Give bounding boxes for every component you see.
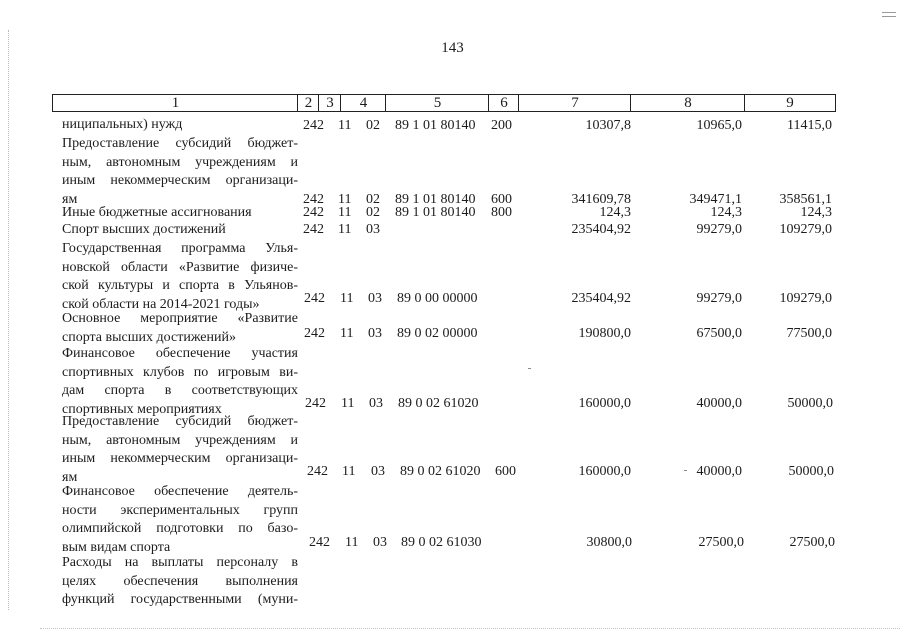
cell-amount-2: 124,3: [710, 205, 742, 220]
cell-rz: 242: [303, 192, 324, 207]
row-description: [62, 345, 298, 419]
table-row: [0, 116, 905, 135]
description-line: Основное мероприятие «Развитие: [62, 311, 298, 326]
description-line: ным, автономным учреждениям и: [62, 154, 298, 170]
description-line: Финансовое обеспечение деятель-: [62, 484, 298, 499]
description-line: функций государственными (муни-: [62, 592, 298, 607]
cell-target-code: 89 1 01 80140: [395, 118, 476, 133]
row-description: [62, 554, 298, 610]
scan-edge-bottom: [40, 628, 900, 629]
cell-amount-1: 124,3: [599, 205, 631, 220]
header-cell-6: 6: [488, 94, 519, 112]
cell-amount-2: 10965,0: [696, 118, 742, 133]
row-description: [62, 240, 298, 314]
table-row: [0, 554, 905, 610]
cell-rz: 242: [304, 291, 325, 306]
cell-expense-type: 200: [491, 118, 512, 133]
cell-section: 03: [368, 326, 382, 341]
scan-corner-mark: [882, 12, 896, 17]
cell-target-code: 89 0 02 61020: [400, 464, 481, 479]
cell-rz: 242: [307, 464, 328, 479]
description-line: спорта высших достижений»: [62, 329, 237, 345]
description-line: спортивных мероприятиях: [62, 401, 222, 417]
description-line: иным некоммерческим организаци-: [62, 173, 298, 188]
description-line: Предоставление субсидий бюджет-: [62, 414, 298, 429]
row-description: [62, 483, 298, 557]
cell-target-code: 89 1 01 80140: [395, 192, 476, 207]
description-line: Финансовое обеспечение участия: [62, 346, 298, 361]
cell-amount-3: 50000,0: [788, 464, 834, 479]
header-cell-8: 8: [630, 94, 745, 112]
page-number: 143: [441, 40, 464, 56]
cell-amount-2: 40000,0: [696, 396, 742, 411]
cell-amount-1: 190800,0: [578, 326, 631, 341]
description-line: ской области на 2014-2021 годы»: [62, 296, 260, 312]
description-line: ным, автономным учреждениям и: [62, 432, 298, 448]
row-description: [62, 310, 298, 347]
cell-target-code: 89 0 02 61020: [398, 396, 479, 411]
cell-amount-3: 50000,0: [787, 396, 833, 411]
cell-amount-2: 99279,0: [696, 291, 742, 306]
row-description: [62, 413, 298, 487]
cell-expense-type: 600: [495, 464, 516, 479]
cell-rz: 242: [304, 326, 325, 341]
header-cell-1: 1: [52, 94, 298, 112]
row-description: [62, 135, 298, 209]
cell-pr: 11: [338, 222, 352, 237]
description-line: дам спорта в соответствующих: [62, 383, 298, 398]
description-line: Предоставление субсидий бюджет-: [62, 136, 298, 151]
table-row: [0, 310, 905, 343]
cell-amount-1: 341609,78: [571, 192, 631, 207]
description-line: ниципальных) нужд: [62, 117, 183, 132]
row-description: [62, 116, 298, 135]
description-line: Иные бюджетные ассигнования: [62, 205, 252, 220]
cell-amount-1: 160000,0: [578, 396, 631, 411]
cell-amount-3: 109279,0: [779, 222, 832, 237]
description-line: целях обеспечения выполнения: [62, 573, 298, 589]
cell-pr: 11: [340, 291, 354, 306]
header-cell-7: 7: [518, 94, 631, 112]
cell-section: 02: [366, 205, 380, 220]
table-row: [0, 204, 905, 222]
cell-amount-3: 358561,1: [779, 192, 832, 207]
table-row: [0, 135, 905, 209]
description-line: новской области «Развитие физиче-: [62, 259, 298, 275]
cell-target-code: 89 0 02 61030: [401, 535, 482, 550]
table-row: [0, 240, 905, 312]
cell-rz: 242: [303, 222, 324, 237]
description-line: иным некоммерческим организаци-: [62, 451, 298, 466]
header-cell-9: 9: [744, 94, 836, 112]
cell-section: 03: [368, 291, 382, 306]
table-row: [0, 221, 905, 239]
cell-pr: 11: [338, 192, 352, 207]
cell-amount-3: 77500,0: [786, 326, 832, 341]
cell-rz: 242: [309, 535, 330, 550]
cell-rz: 242: [305, 396, 326, 411]
description-line: ям: [62, 469, 78, 485]
cell-section: 02: [366, 118, 380, 133]
cell-section: 03: [369, 396, 383, 411]
cell-amount-3: 124,3: [800, 205, 832, 220]
description-line: ской культуры и спорта в Ульянов-: [62, 278, 298, 293]
cell-rz: 242: [303, 205, 324, 220]
cell-pr: 11: [345, 535, 359, 550]
header-cell-2: 2: [297, 94, 319, 112]
cell-target-code: 89 0 00 00000: [397, 291, 478, 306]
cell-amount-1: 235404,92: [571, 291, 631, 306]
description-line: олимпийской подготовки по базо-: [62, 521, 298, 536]
cell-amount-3: 27500,0: [789, 535, 835, 550]
cell-amount-2: 99279,0: [696, 222, 742, 237]
cell-amount-1: 30800,0: [586, 535, 632, 550]
cell-pr: 11: [338, 205, 352, 220]
cell-amount-2: 27500,0: [698, 535, 744, 550]
cell-amount-3: 109279,0: [779, 291, 832, 306]
cell-target-code: 89 1 01 80140: [395, 205, 476, 220]
table-row: [0, 413, 905, 485]
cell-target-code: 89 0 02 00000: [397, 326, 478, 341]
cell-section: 03: [371, 464, 385, 479]
cell-expense-type: 600: [491, 192, 512, 207]
cell-amount-2: 349471,1: [689, 192, 742, 207]
cell-amount-1: 10307,8: [585, 118, 631, 133]
cell-expense-type: 800: [491, 205, 512, 220]
cell-amount-1: 235404,92: [571, 222, 631, 237]
cell-pr: 11: [341, 396, 355, 411]
description-line: ности экспериментальных групп: [62, 502, 298, 518]
cell-amount-2: 67500,0: [696, 326, 742, 341]
description-line: Расходы на выплаты персоналу в: [62, 555, 298, 570]
header-cell-5: 5: [385, 94, 489, 112]
cell-pr: 11: [342, 464, 356, 479]
description-line: Спорт высших достижений: [62, 222, 226, 237]
cell-pr: 11: [340, 326, 354, 341]
description-line: Государственная программа Улья-: [62, 241, 298, 256]
cell-section: 03: [366, 222, 380, 237]
table-row: [0, 483, 905, 555]
cell-rz: 242: [303, 118, 324, 133]
cell-amount-3: 11415,0: [787, 118, 832, 133]
cell-pr: 11: [338, 118, 352, 133]
header-cell-4: 4: [340, 94, 386, 112]
cell-amount-2: 40000,0: [696, 464, 742, 479]
description-line: вым видам спорта: [62, 539, 171, 555]
row-description: [62, 204, 298, 223]
header-cell-3: 3: [318, 94, 341, 112]
cell-section: 02: [366, 192, 380, 207]
row-description: [62, 221, 298, 240]
description-line: спортивных клубов по игровым ви-: [62, 364, 298, 380]
cell-section: 03: [373, 535, 387, 550]
table-row: [0, 345, 905, 417]
cell-amount-1: 160000,0: [578, 464, 631, 479]
table-header-row: [52, 94, 834, 112]
description-line: ям: [62, 191, 78, 207]
